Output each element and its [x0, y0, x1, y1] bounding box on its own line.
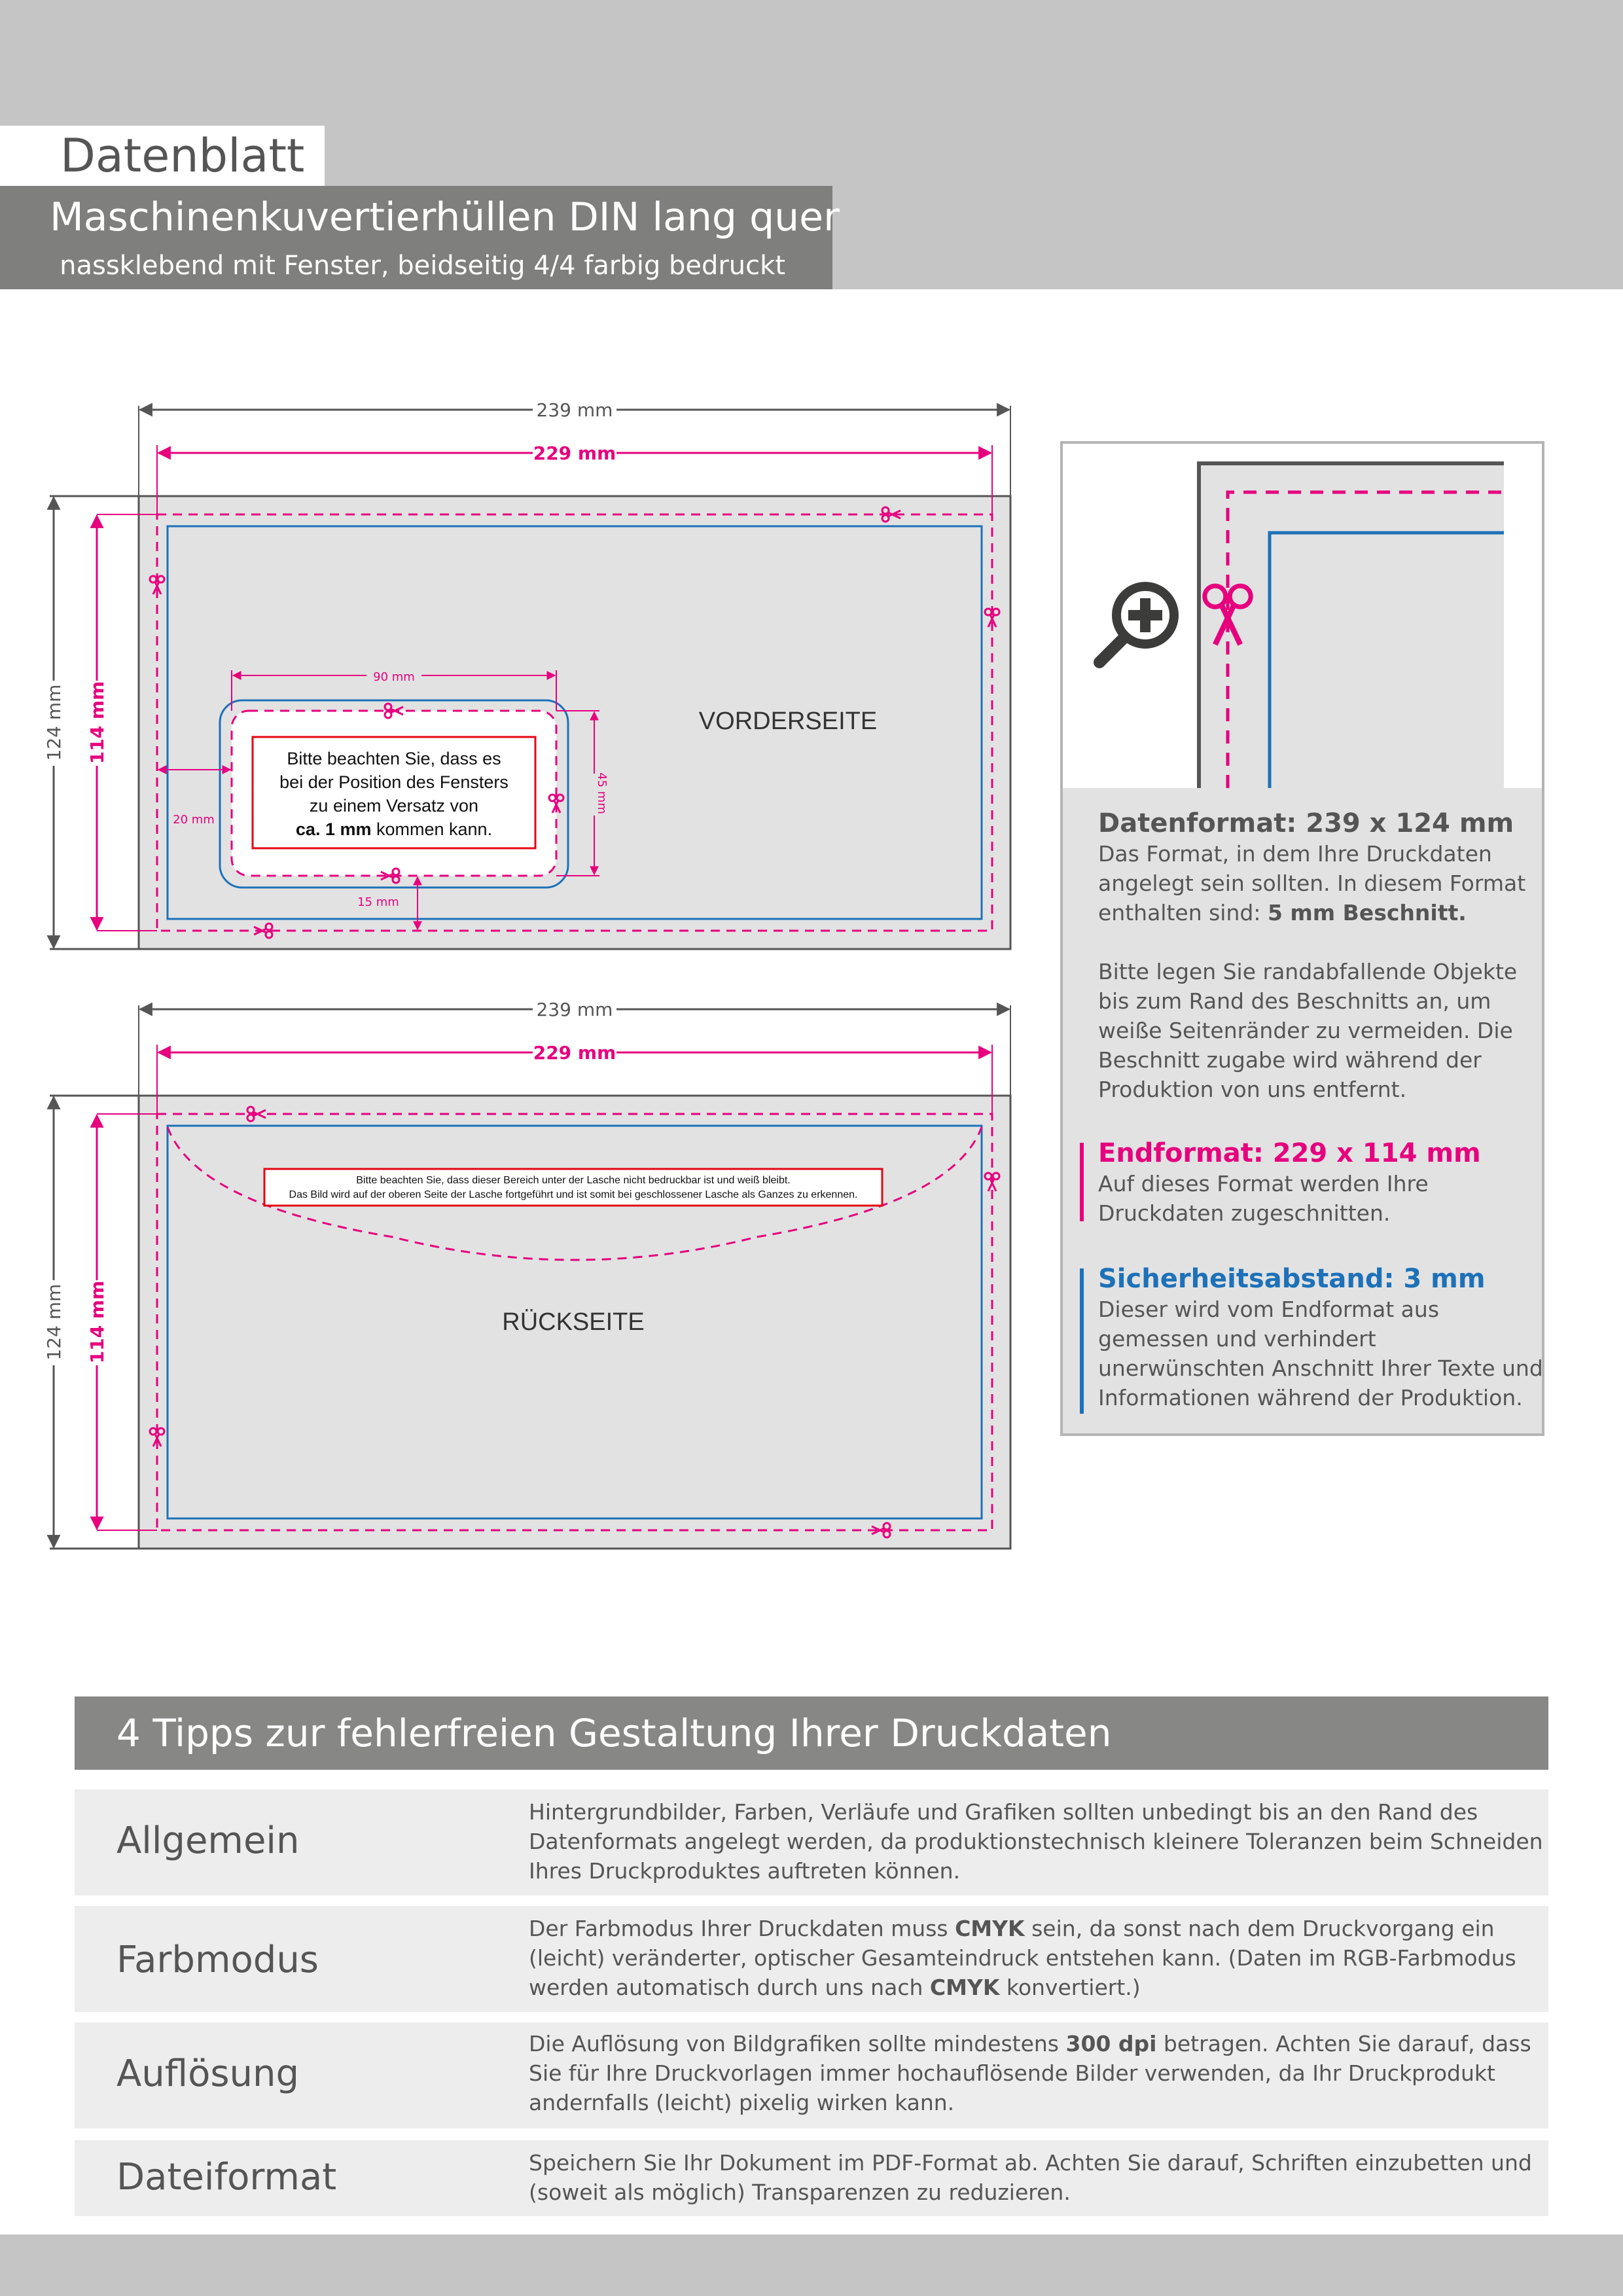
- sicherheitsabstand-title: Sicherheitsabstand: 3 mm: [1098, 1264, 1486, 1294]
- back-label: RÜCKSEITE: [502, 1308, 645, 1336]
- tip-label-farbmodus: Farbmodus: [116, 1939, 319, 1981]
- front-label: VORDERSEITE: [698, 708, 878, 735]
- farbmodus-b2: CMYK: [929, 1975, 1000, 2000]
- window-bottom-offset: 15 mm: [357, 895, 399, 909]
- sicherheitsabstand-text: Dieser wird vom Endformat aus gemessen und verhindert unerwünschten Anschnitt Ihrer Texte und Informationen während der Produktion.: [1098, 1297, 1543, 1410]
- tip-text-aufloesung: [529, 2029, 1550, 2117]
- front-notice-rest: kommen kann.: [371, 819, 493, 839]
- tip-label-allgemein: Allgemein: [116, 1820, 300, 1862]
- back-notice-line1: Bitte beachten Sie, dass dieser Bereich unter der Lasche nicht bedruckbar ist und weiß bleibt.: [356, 1175, 791, 1186]
- back-notice-line2: Das Bild wird auf der oberen Seite der Lasche fortgeführt und ist somit bei geschlossener Lasche als Ganzes zu erkennen.: [289, 1189, 858, 1200]
- datenformat-text2: Bitte legen Sie randabfallende Objekte bis zum Rand des Beschnitts an, um weiße Seitenränder zu vermeiden. Die Beschnitt zugabe wird während der Produktion von uns entfernt.: [1098, 959, 1518, 1102]
- aufloesung-b1: 300 dpi: [1065, 2031, 1157, 2056]
- endformat-text: Auf dieses Format werden Ihre Druckdaten zugeschnitten.: [1098, 1171, 1429, 1226]
- page-title: Datenblatt: [60, 129, 305, 183]
- product-description: nassklebend mit Fenster, beidseitig 4/4 farbig bedruckt: [60, 251, 785, 281]
- front-height-total: 124 mm: [43, 684, 65, 761]
- front-width-total: 239 mm: [536, 399, 613, 421]
- tip-label-dateiformat: Dateiformat: [116, 2156, 337, 2198]
- footer-band: [0, 2234, 1623, 2296]
- tips-title: 4 Tipps zur fehlerfreien Gestaltung Ihrer Druckdaten: [116, 1711, 1112, 1755]
- endformat-title: Endformat: 229 x 114 mm: [1098, 1138, 1481, 1168]
- aufloesung-t1: Die Auflösung von Bildgrafiken sollte mindestens: [529, 2031, 1066, 2056]
- front-notice-line3: zu einem Versatz von: [309, 796, 479, 816]
- back-width-total: 239 mm: [536, 999, 613, 1020]
- product-title: Maschinenkuvertierhüllen DIN lang quer: [50, 194, 840, 240]
- front-notice-bold: ca. 1 mm: [295, 819, 372, 839]
- front-notice-line4: [296, 819, 492, 839]
- front-notice-line2: bei der Position des Fensters: [279, 772, 508, 792]
- front-side-diagram: [41, 397, 1010, 949]
- envelope-diagram: [0, 367, 1034, 1571]
- tip-text-dateiformat: Speichern Sie Ihr Dokument im PDF-Format ab. Achten Sie darauf, Schriften einzubetten und (soweit als möglich) Transparenzen zu reduzieren.: [529, 2150, 1532, 2205]
- detail-zoom-illustration: [1063, 444, 1542, 788]
- window-width: 90 mm: [373, 670, 415, 684]
- aufloesung-t2: betragen. Achten Sie darauf, dass Sie für Ihre Druckvorlagen immer hochauflösende Bilder verwenden, da Ihr Druckprodukt andernfalls (leicht) pixelig wirken kann.: [529, 2031, 1531, 2115]
- tip-text-farbmodus: [529, 1914, 1550, 2002]
- datenformat-title: Datenformat: 239 x 124 mm: [1098, 808, 1514, 838]
- front-notice-line1: Bitte beachten Sie, dass es: [287, 749, 501, 768]
- back-height-total: 124 mm: [43, 1283, 65, 1361]
- datenformat-text-bold: 5 mm Beschnitt.: [1267, 900, 1467, 925]
- front-width-final: 229 mm: [533, 442, 616, 464]
- back-side-diagram: [41, 996, 1010, 1549]
- back-width-final: 229 mm: [533, 1042, 616, 1064]
- back-height-final: 114 mm: [86, 1280, 108, 1364]
- tip-text-allgemein: Hintergrundbilder, Farben, Verläufe und Grafiken sollten unbedingt bis an den Rand des Datenformats angelegt werden, da produktionstechnisch kleinere Toleranzen beim Schneiden Ihres Druckproduktes auftreten können.: [529, 1799, 1543, 1884]
- datenformat-text-main: Das Format, in dem Ihre Druckdaten angelegt sein sollten. In diesem Format enthalten sind:: [1098, 841, 1526, 925]
- window-left-offset: 20 mm: [173, 813, 215, 827]
- sicherheit-marker: [1080, 1268, 1084, 1414]
- endformat-marker: [1080, 1143, 1084, 1221]
- window-height: 45 mm: [595, 772, 609, 814]
- farbmodus-b1: CMYK: [955, 1916, 1025, 1941]
- front-height-final: 114 mm: [86, 681, 108, 764]
- farbmodus-t2: sein, da sonst nach dem Druckvorgang ein (leicht) veränderter, optischer Gesamteindruck entstehen kann. (Daten im RGB-Farbmodus werden automatisch durch uns nach: [529, 1916, 1516, 2000]
- datenformat-text: [1098, 839, 1543, 927]
- tip-label-aufloesung: Auflösung: [116, 2053, 300, 2095]
- farbmodus-t3: konvertiert.): [999, 1975, 1141, 2000]
- farbmodus-t1: Der Farbmodus Ihrer Druckdaten muss: [529, 1916, 955, 1941]
